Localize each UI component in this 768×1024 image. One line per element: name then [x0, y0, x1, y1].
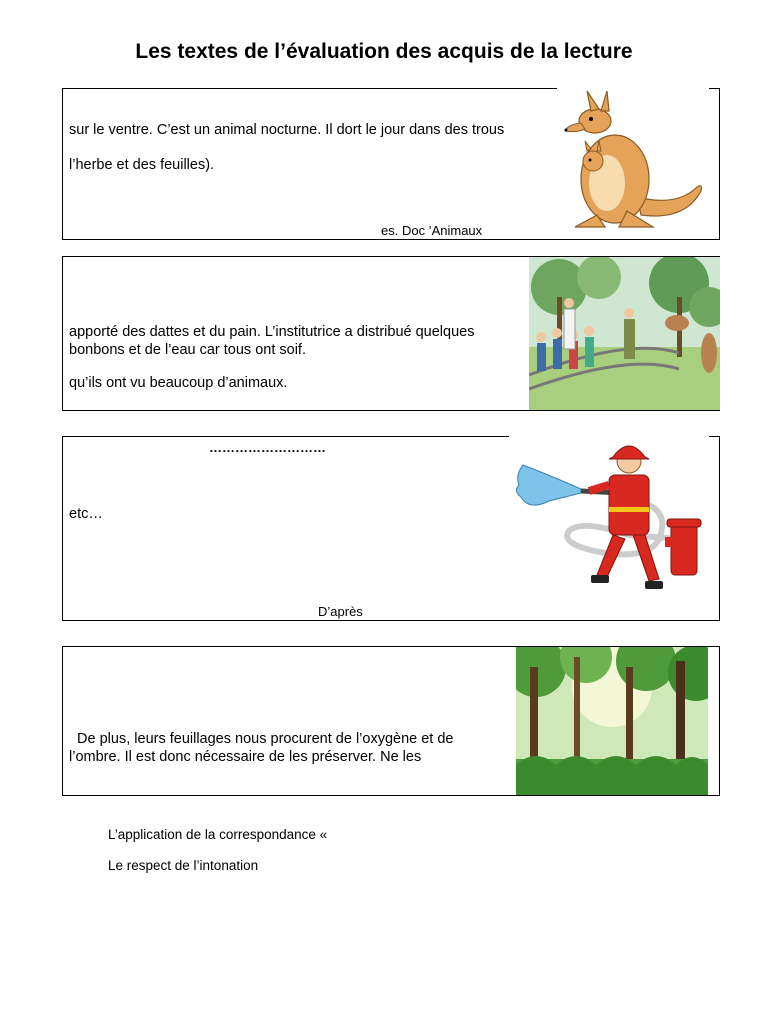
text-box-kangaroo: [62, 88, 720, 240]
source-label: es. Doc ’Animaux: [381, 223, 483, 238]
criteria-item: Le respect de l’intonation: [108, 858, 259, 873]
text-line: l’ombre. Il est donc nécessaire de les préserver. Ne les: [69, 749, 422, 765]
text-box-zoo: [62, 256, 720, 411]
page-title: Les textes de l’évaluation des acquis de la lecture: [135, 40, 633, 63]
text-line: l’herbe et des feuilles).: [69, 157, 215, 173]
forest-illustration: [516, 647, 708, 795]
text-box-forest: [62, 646, 720, 796]
kangaroo-illustration: [557, 87, 709, 233]
source-label: D’après: [318, 604, 363, 619]
firefighter-illustration: [509, 435, 709, 607]
text-line: qu’ils ont vu beaucoup d’animaux.: [69, 375, 288, 391]
zoo-visit-illustration: [529, 257, 720, 410]
criteria-item: L’application de la correspondance «: [108, 827, 328, 842]
text-line: bonbons et de l’eau car tous ont soif.: [69, 342, 306, 358]
text-line: sur le ventre. C’est un animal nocturne. Il dort le jour dans des trous: [69, 122, 505, 138]
text-line: De plus, leurs feuillages nous procurent de l’oxygène et de: [69, 731, 454, 747]
text-line: etc…: [69, 506, 103, 522]
text-line: apporté des dattes et du pain. L’institutrice a distribué quelques: [69, 324, 475, 340]
dotted-line: ………………………: [209, 440, 326, 455]
text-box-firefighter: [62, 436, 720, 621]
